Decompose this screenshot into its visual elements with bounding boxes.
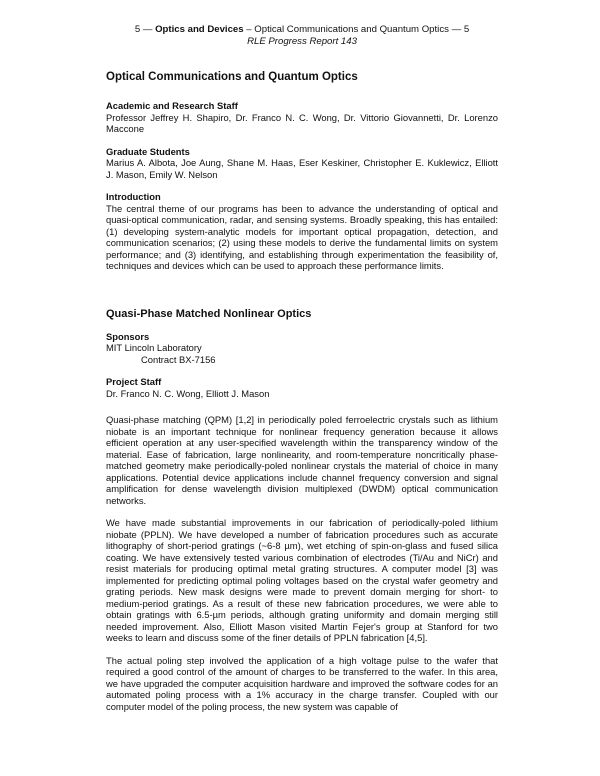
body-paragraph: We have made substantial improvements in our fabrication of periodically-poled lithium niobate (PPLN). We have developed a number of fabrication procedures such as accurate lithography of short-period gratings (~6-8 µm), wet etching of spin-on-glass and fused silica coating. We have extensively tested various combination of electrodes (Ti/Au and NiCr) and resist materials for producing optimal metal grating structures. A computer model [3] was implemented for predicting optimal poling voltages based on the crystal wafer geometry and grating periods. New mask designs were made to prevent domain merging for short- to medium-period gratings. As a result of these new fabrication procedures, we were able to obtain gratings with 6.5-µm periods, although grating uniformity and domain merging still needed improvement. Also, Elliott Mason visited Martin Fejer's group at Stanford for two weeks to learn and discuss some of the finer details of PPLN fabrication [4,5]. [106, 517, 498, 643]
intro-block [106, 191, 498, 272]
project-staff-block [106, 376, 498, 399]
header-dash: — [142, 24, 153, 35]
sponsor-contract: Contract BX-7156 [141, 353, 216, 365]
intro-heading: Introduction [106, 191, 161, 202]
section-title: Quasi-Phase Matched Nonlinear Optics [106, 307, 312, 320]
document-page [106, 24, 498, 723]
header-subsection: – Optical Communications and Quantum Optics — [246, 24, 462, 35]
students-heading: Graduate Students [106, 145, 190, 157]
staff-heading: Academic and Research Staff [106, 100, 238, 111]
students-text: Marius A. Albota, Joe Aung, Shane M. Haas, Eser Keskiner, Christopher E. Kuklewicz, Elliott J. Mason, Emily W. Nelson [106, 157, 498, 180]
staff-block [106, 100, 498, 135]
report-name: RLE Progress Report 143 [247, 36, 357, 47]
running-header [106, 24, 498, 36]
header-section: Optics and Devices [155, 24, 244, 35]
sponsors-heading: Sponsors [106, 330, 150, 342]
page-number-right: 5 [463, 24, 470, 35]
staff-text: Professor Jeffrey H. Shapiro, Dr. Franco N. C. Wong, Dr. Vittorio Giovannetti, Dr. Lorenzo Maccone [106, 111, 498, 134]
project-staff-text: Dr. Franco N. C. Wong, Elliott J. Mason [106, 387, 270, 399]
sponsors-block [106, 331, 498, 366]
page-title: Optical Communications and Quantum Optics [106, 71, 358, 83]
intro-text: The central theme of our programs has been to advance the understanding of optical and quasi-optical communication, radar, and sensing systems. Broadly speaking, this has entailed: (1) developing system-analytic models for important optical propagation, detection, and communication scenarios; (2) using these models to derive the fundamental limits on system performance; and (3) identifying, and establishing through experimentation the feasibility of, techniques and devices which can be used to approach these performance limits. [106, 202, 498, 271]
project-staff-heading: Project Staff [106, 376, 162, 387]
body-paragraph: The actual poling step involved the application of a high voltage pulse to the wafer that required a good control of the amount of charges to be transferred to the wafer. In this area, we have upgraded the computer acquisition hardware and improved the software codes for an automated poling process with a 1% accuracy in the charge transfer. Coupled with our computer model of the poling process, the new system was capable of [106, 654, 498, 712]
page-number-left: 5 [134, 24, 141, 35]
students-block [106, 146, 498, 181]
body-paragraph: Quasi-phase matching (QPM) [1,2] in periodically poled ferroelectric crystals such as lithium niobate is an important technique for nonlinear frequency generation because it allows efficient operation at any user-specified wavelength within the transparency window of the material. Ease of fabrication, large nonlinearity, and room-temperature noncritically phase-matched geometry make periodically-poled nonlinear crystals the material of choice in many applications. Potential device applications include channel frequency conversion and signal amplification for dense wavelength division multiplexed (DWDM) optical communication networks. [106, 414, 498, 506]
sponsor-name: MIT Lincoln Laboratory [106, 342, 202, 353]
